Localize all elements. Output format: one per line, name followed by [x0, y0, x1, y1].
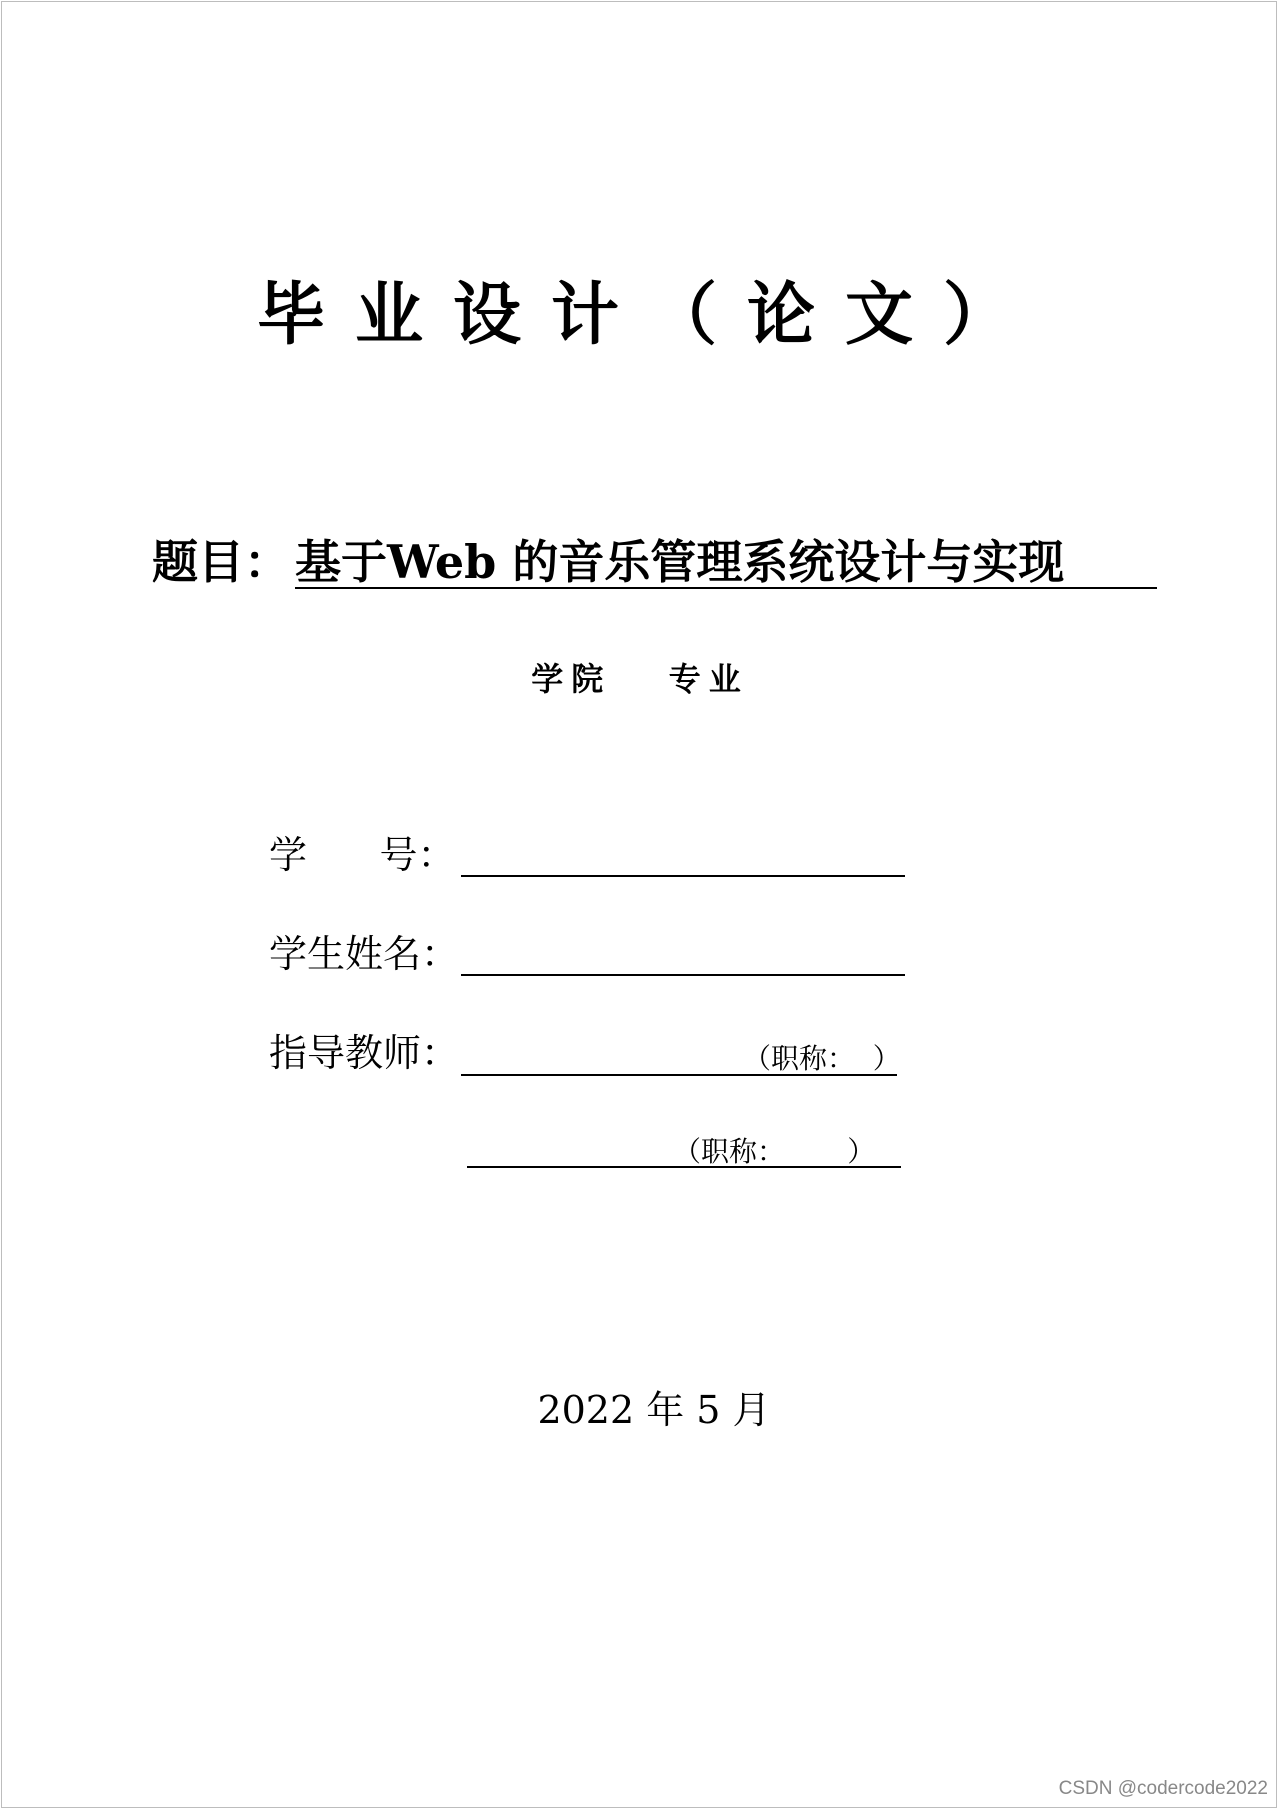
- csdn-watermark: CSDN @codercode2022: [1058, 1778, 1268, 1799]
- date-line: 2022 年 5 月: [537, 1388, 771, 1432]
- student-id-label: 学 号：: [269, 833, 456, 877]
- topic-label: 题目：: [152, 535, 290, 589]
- advisor-title-1: （职称： ）: [743, 1042, 901, 1075]
- advisor-label: 指导教师：: [269, 1031, 460, 1075]
- student-id-field: [269, 825, 909, 885]
- advisor-field: [269, 1023, 909, 1083]
- student-id-underline: [461, 875, 905, 877]
- advisor-title-2: （职称： ）: [673, 1135, 876, 1168]
- advisor-underline: [461, 1074, 897, 1076]
- main-title: 毕业设计（论文）: [256, 275, 1041, 355]
- student-name-field: [269, 924, 909, 984]
- student-name-label: 学生姓名：: [269, 932, 460, 976]
- advisor-field-2: [269, 1114, 909, 1174]
- topic-row: [152, 532, 1157, 592]
- topic-underline: [295, 587, 1157, 589]
- college-major-line: 学院 专业: [531, 660, 749, 698]
- topic-value: 基于Web 的音乐管理系统设计与实现: [295, 535, 1065, 589]
- advisor-underline-2: [467, 1166, 901, 1168]
- student-name-underline: [461, 974, 905, 976]
